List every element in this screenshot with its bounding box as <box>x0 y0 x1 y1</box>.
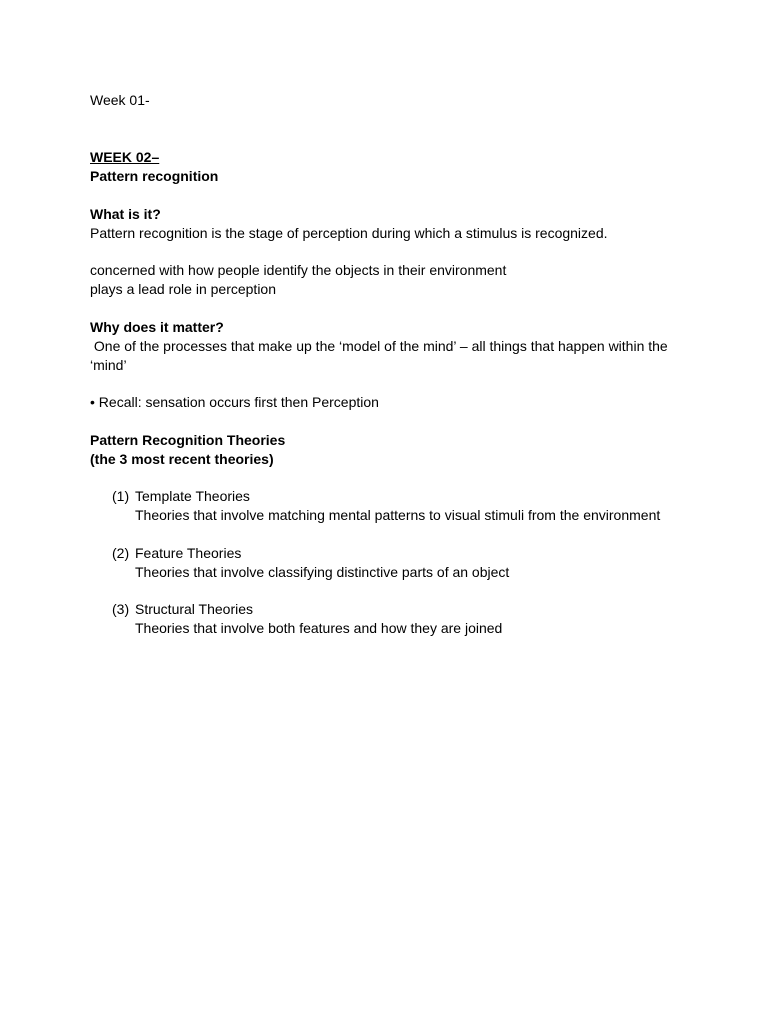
lead-role-text: plays a lead role in perception <box>90 281 277 297</box>
topic-heading: Pattern recognition <box>90 168 219 184</box>
recall-text: • Recall: sensation occurs first then Perception <box>90 394 379 410</box>
why-heading: Why does it matter? <box>90 319 224 335</box>
what-heading: What is it? <box>90 206 161 222</box>
theory-description: Theories that involve classifying distinctive parts of an object <box>135 564 510 580</box>
theory-number: (3) <box>112 601 130 617</box>
theory-number: (1) <box>112 488 130 504</box>
theory-description: Theories that involve matching mental patterns to visual stimuli from the environment <box>135 507 661 523</box>
theory-title: Structural Theories <box>135 601 254 617</box>
week1-label: Week 01- <box>90 92 150 108</box>
theory-title: Feature Theories <box>135 545 242 561</box>
theories-heading: Pattern Recognition Theories <box>90 432 286 448</box>
theories-subheading: (the 3 most recent theories) <box>90 451 274 467</box>
why-text-line2: ‘mind’ <box>90 357 127 373</box>
theory-title: Template Theories <box>135 488 250 504</box>
theory-description: Theories that involve both features and how they are joined <box>135 620 503 636</box>
what-text: Pattern recognition is the stage of perception during which a stimulus is recognized. <box>90 225 608 241</box>
why-text-line1: One of the processes that make up the ‘model of the mind’ – all things that happen within the <box>90 338 668 354</box>
concerned-text: concerned with how people identify the objects in their environment <box>90 262 507 278</box>
theory-number: (2) <box>112 545 130 561</box>
week2-heading: WEEK 02– <box>90 149 160 165</box>
